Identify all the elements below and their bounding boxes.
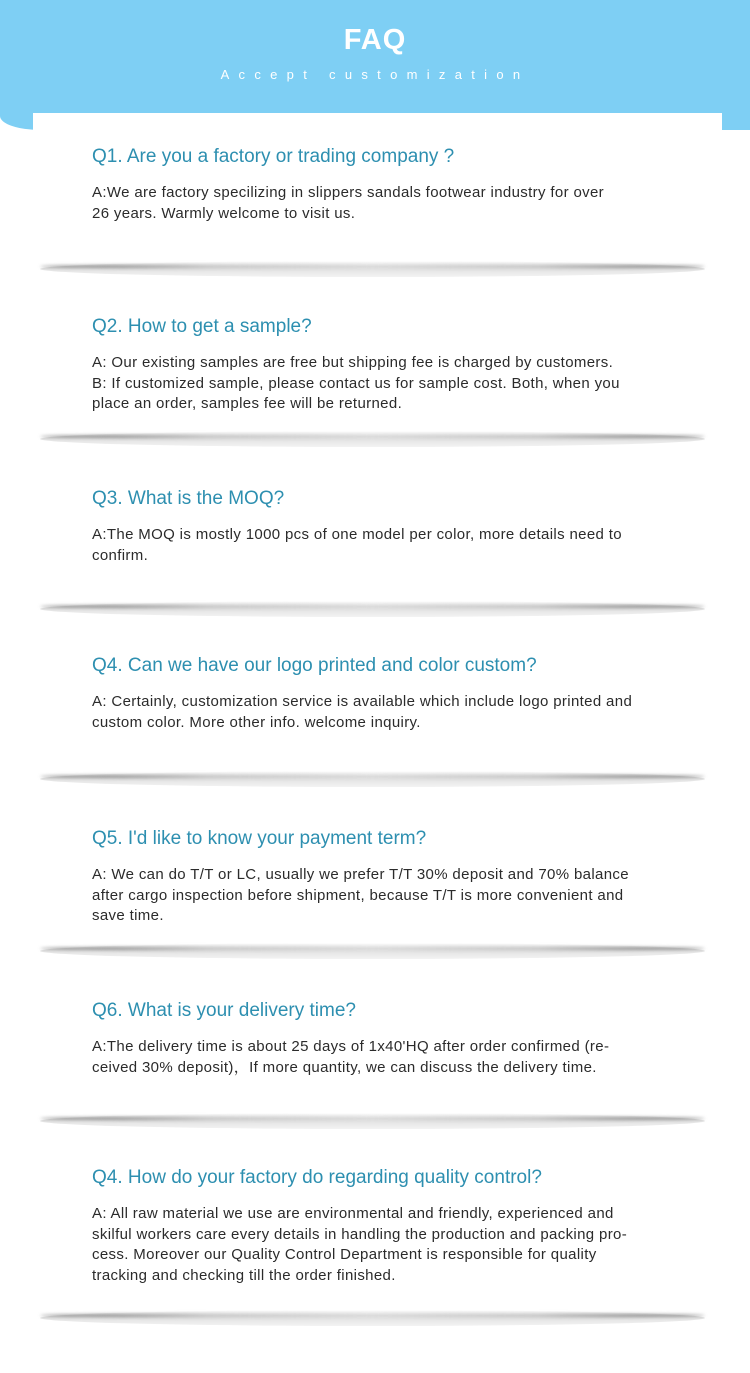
faq-answer-7 (92, 1204, 702, 1286)
faq-item-3 (92, 487, 702, 566)
faq-item-7 (92, 1166, 702, 1286)
answer-line: A: All raw material we use are environmental and friendly, experienced and (92, 1205, 614, 1222)
answer-line: place an order, samples fee will be returned. (92, 395, 403, 412)
answer-line: ceived 30% deposit)，If more quantity, we can discuss the delivery time. (92, 1058, 597, 1076)
faq-question-7: Q4. How do your factory do regarding quality control? (92, 1167, 542, 1188)
faq-item-2 (92, 315, 702, 415)
answer-line: cess. Moreover our Quality Control Department is responsible for quality (92, 1246, 597, 1263)
section-divider (40, 1113, 705, 1129)
section-divider (40, 943, 705, 959)
faq-question-6: Q6. What is your delivery time? (92, 1000, 356, 1021)
faq-answer-4 (92, 692, 702, 733)
faq-answer-3 (92, 525, 702, 566)
faq-question-2: Q2. How to get a sample? (92, 316, 312, 337)
answer-line: B: If customized sample, please contact us for sample cost. Both, when you (92, 374, 620, 392)
answer-line: custom color. More other info. welcome inquiry. (92, 713, 421, 731)
section-divider (40, 601, 705, 617)
section-divider (40, 1310, 705, 1326)
faq-question-5: Q5. I'd like to know your payment term? (92, 828, 427, 849)
answer-line: A:The MOQ is mostly 1000 pcs of one model per color, more details need to (92, 526, 622, 543)
page-title: FAQ (343, 24, 407, 56)
faq-item-4 (92, 654, 702, 733)
answer-line: skilful workers care every details in handling the production and packing pro- (92, 1225, 628, 1243)
section-divider (40, 431, 705, 447)
section-divider (40, 261, 705, 277)
faq-item-1 (92, 145, 702, 224)
header-banner (0, 0, 750, 130)
answer-line: tracking and checking till the order finished. (92, 1266, 396, 1284)
answer-line: A: Our existing samples are free but shipping fee is charged by customers. (92, 354, 614, 371)
answer-line: A:We are factory specilizing in slippers sandals footwear industry for over (92, 184, 605, 201)
faq-item-5 (92, 827, 702, 927)
answer-line: after cargo inspection before shipment, because T/T is more convenient and (92, 886, 624, 904)
page-subtitle: Accept customization (220, 67, 530, 82)
faq-item-6 (92, 999, 702, 1078)
answer-line: 26 years. Warmly welcome to visit us. (92, 204, 356, 222)
faq-answer-1 (92, 183, 702, 224)
faq-question-1: Q1. Are you a factory or trading company ? (92, 146, 455, 167)
faq-answer-2 (92, 353, 702, 415)
section-divider (40, 771, 705, 787)
faq-question-4: Q4. Can we have our logo printed and color custom? (92, 655, 537, 676)
answer-line: A: We can do T/T or LC, usually we prefer T/T 30% deposit and 70% balance (92, 866, 629, 883)
answer-line: A: Certainly, customization service is available which include logo printed and (92, 693, 633, 710)
faq-answer-6 (92, 1037, 702, 1078)
answer-line: confirm. (92, 546, 149, 564)
faq-answer-5 (92, 865, 702, 927)
faq-question-3: Q3. What is the MOQ? (92, 488, 285, 509)
answer-line: A:The delivery time is about 25 days of 1x40'HQ after order confirmed (re- (92, 1038, 610, 1055)
answer-line: save time. (92, 907, 164, 924)
